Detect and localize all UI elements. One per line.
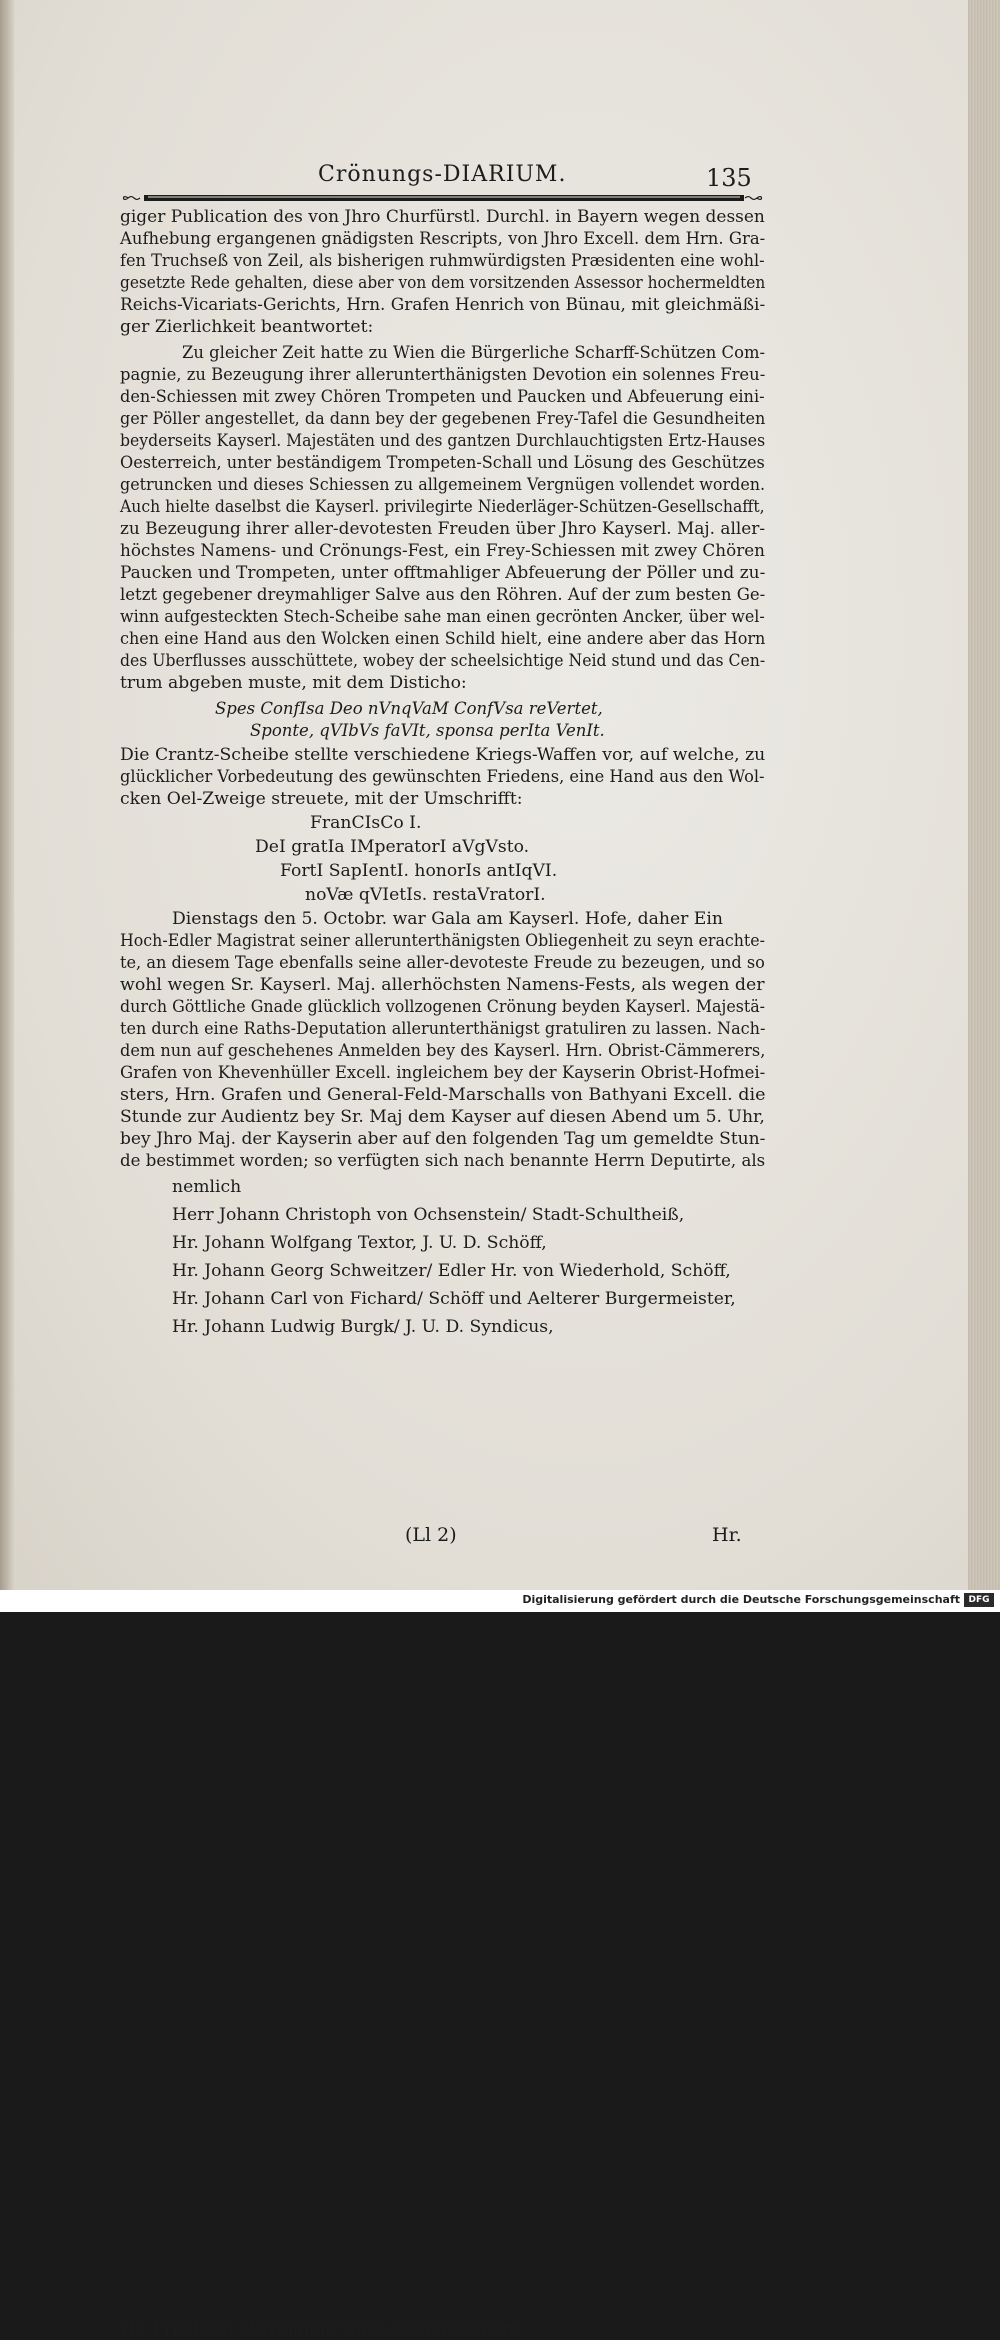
text-line: ger Zierlichkeit beantwortet: xyxy=(120,317,374,337)
text-line: Stunde zur Audientz bey Sr. Maj dem Kayser auf diesen Abend um 5. Uhr, xyxy=(120,1107,765,1127)
text-line: Spes ConfIsa Deo nVnqVaM ConfVsa reVertet, xyxy=(215,699,603,718)
text-line: Dienstags den 5. Octobr. war Gala am Kayserl. Hofe, daher Ein xyxy=(172,909,723,929)
text-line: getruncken und dieses Schiessen zu allgemeinem Vergnügen vollendet worden. xyxy=(120,475,766,495)
text-line: nemlich xyxy=(172,1177,242,1197)
text-line: glücklicher Vorbedeutung des gewünschten Friedens, eine Hand aus den Wol- xyxy=(120,767,765,787)
ornamental-rule xyxy=(120,193,765,203)
text-line: Hr. Johann Ludwig Burgk/ J. U. D. Syndicus, xyxy=(172,1317,554,1337)
page-edge-stack xyxy=(968,0,1000,1590)
text-line: Auch hielte daselbst die Kayserl. privilegirte Niederläger-Schützen-Gesellschafft, xyxy=(120,497,765,517)
text-line: de bestimmet worden; so verfügten sich nach benannte Herrn Deputirte, als xyxy=(120,1151,766,1171)
text-line: trum abgeben muste, mit dem Disticho: xyxy=(120,673,467,693)
text-line: den-Schiessen mit zwey Chören Trompeten und Paucken und Abfeuerung eini- xyxy=(120,387,765,407)
catchword: Hr. xyxy=(712,1524,742,1546)
text-line: DeI gratIa IMperatorI aVgVsto. xyxy=(255,837,530,857)
text-line: giger Publication des von Jhro Churfürstl. Durchl. in Bayern wegen dessen xyxy=(120,207,765,227)
signature-mark: (Ll 2) xyxy=(405,1524,457,1546)
text-line: zu Bezeugung ihrer aller-devotesten Freuden über Jhro Kayserl. Maj. aller- xyxy=(120,519,766,539)
text-line: Hr. Johann Georg Schweitzer/ Edler Hr. von Wiederhold, Schöff, xyxy=(172,1261,731,1281)
text-line: durch Göttliche Gnade glücklich vollzogenen Crönung beyden Kayserl. Majestä- xyxy=(120,997,766,1017)
text-line: Reichs-Vicariats-Gerichts, Hrn. Grafen Henrich von Bünau, mit gleichmäßi- xyxy=(120,295,766,315)
text-line: höchstes Namens- und Crönungs-Fest, ein Frey-Schiessen mit zwey Chören xyxy=(120,541,765,561)
text-line: Hoch-Edler Magistrat seiner allerunterthänigsten Obliegenheit zu seyn erachte- xyxy=(120,931,765,951)
text-line: ger Pöller angestellet, da dann bey der gegebenen Frey-Tafel die Gesundheiten xyxy=(120,409,766,429)
footer-credit: Digitalisierung gefördert durch die Deutsche Forschungsgemeinschaft xyxy=(522,1593,960,1606)
text-line: Herr Johann Christoph von Ochsenstein/ Stadt-Schultheiß, xyxy=(172,1205,685,1225)
text-line: noVæ qVIetIs. restaVratorI. xyxy=(305,885,546,905)
text-line: Hr. Johann Wolfgang Textor, J. U. D. Schöff, xyxy=(172,1233,547,1253)
text-line: des Uberflusses ausschüttete, wobey der scheelsichtige Neid stund und das Cen- xyxy=(120,651,766,671)
text-line: FranCIsCo I. xyxy=(310,813,422,833)
dfg-logo: DFG xyxy=(964,1593,994,1607)
text-line: Grafen von Khevenhüller Excell. ingleichem bey der Kayserin Obrist-Hofmei- xyxy=(120,1063,766,1083)
text-line: Zu gleicher Zeit hatte zu Wien die Bürgerliche Scharff-Schützen Com- xyxy=(182,343,766,363)
text-line: gesetzte Rede gehalten, diese aber von dem vorsitzenden Assessor hochermeldten xyxy=(120,273,766,293)
text-line: Paucken und Trompeten, unter offtmahliger Abfeuerung der Pöller und zu- xyxy=(120,563,766,583)
text-line: Aufhebung ergangenen gnädigsten Rescripts, von Jhro Excell. dem Hrn. Gra- xyxy=(120,229,766,249)
text-line: wohl wegen Sr. Kayserl. Maj. allerhöchsten Namens-Fests, als wegen der xyxy=(120,975,765,995)
text-line: pagnie, zu Bezeugung ihrer allerunterthänigsten Devotion ein solennes Freu- xyxy=(120,365,766,385)
text-line: te, an diesem Tage ebenfalls seine aller-devoteste Freude zu bezeugen, und so xyxy=(120,953,765,973)
text-line: Hr. Johann Carl von Fichard/ Schöff und Aelterer Burgermeister, xyxy=(172,1289,736,1309)
text-line: chen eine Hand aus den Wolcken einen Schild hielt, eine andere aber das Horn xyxy=(120,629,766,649)
text-line: FortI SapIentI. honorIs antIqVI. xyxy=(280,861,558,881)
text-line: bey Jhro Maj. der Kayserin aber auf den folgenden Tag um gemeldte Stun- xyxy=(120,1129,766,1149)
text-line: Die Crantz-Scheibe stellte verschiedene Kriegs-Waffen vor, auf welche, zu xyxy=(120,745,766,765)
header-title: Crönungs-DIARIUM. xyxy=(318,162,567,187)
text-line: winn aufgesteckten Stech-Scheibe sahe man einen gecrönten Ancker, über wel- xyxy=(120,607,765,627)
page-number: 135 xyxy=(706,164,752,192)
text-line: cken Oel-Zweige streuete, mit der Umschrifft: xyxy=(120,789,523,809)
text-line: Oesterreich, unter beständigem Trompeten-Schall und Lösung des Geschützes xyxy=(120,453,765,473)
footer-bar xyxy=(0,1590,1000,1612)
text-line: Hr. Friedrich Maximilian von Lerßner/ Schöff, xyxy=(120,2320,520,2340)
text-line: fen Truchseß von Zeil, als bisherigen ruhmwürdigsten Præsidenten eine wohl- xyxy=(120,251,765,271)
text-line: dem nun auf geschehenes Anmelden bey des Kayserl. Hrn. Obrist-Cämmerers, xyxy=(120,1041,766,1061)
text-line: sters, Hrn. Grafen und General-Feld-Marschalls von Bathyani Excell. die xyxy=(120,1085,766,1105)
page-binding-shadow xyxy=(0,0,14,1590)
text-line: ten durch eine Raths-Deputation allerunterthänigst gratuliren zu lassen. Nach- xyxy=(120,1019,766,1039)
text-line: beyderseits Kayserl. Majestäten und des gantzen Durchlauchtigsten Ertz-Hauses xyxy=(120,431,766,451)
text-line: Sponte, qVIbVs faVIt, sponsa perIta VenIt. xyxy=(250,721,605,740)
text-line: letzt gegebener dreymahliger Salve aus den Röhren. Auf der zum besten Ge- xyxy=(120,585,766,605)
